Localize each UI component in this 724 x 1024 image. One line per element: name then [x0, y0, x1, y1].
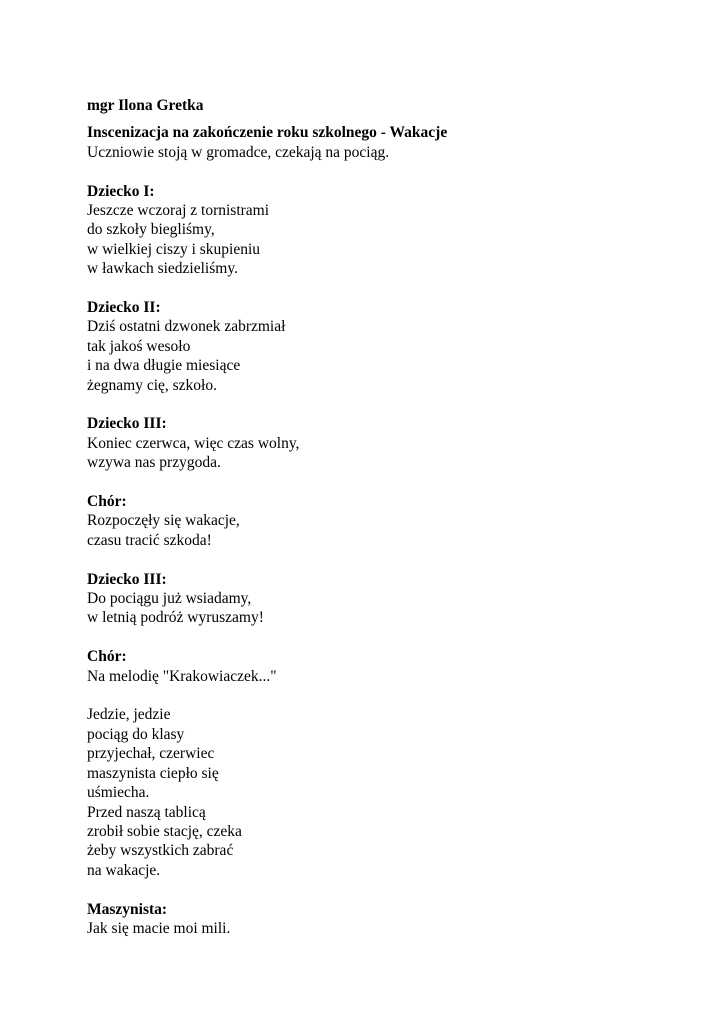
verse-line: w ławkach siedzieliśmy. [87, 260, 238, 278]
verse-line: wzywa nas przygoda. [87, 454, 221, 472]
section-dziecko-2 [87, 298, 687, 395]
verse-line: i na dwa długie miesiące [87, 357, 241, 375]
verse-line: Jeszcze wczoraj z tornistrami [87, 202, 270, 220]
speaker-label: Dziecko III: [87, 415, 167, 433]
verse-line: Na melodię "Krakowiaczek..." [87, 667, 277, 685]
song-line: pociąg do klasy [87, 725, 185, 743]
speaker-label: Chór: [87, 493, 127, 511]
speaker-label: Maszynista: [87, 900, 168, 918]
song-line: zrobił sobie stację, czeka [87, 822, 242, 840]
verse-line: tak jakoś wesoło [87, 337, 191, 355]
verse-line: w letnią podróż wyruszamy! [87, 609, 264, 627]
speaker-label: Dziecko III: [87, 570, 167, 588]
section-dziecko-1 [87, 182, 687, 279]
song-line: maszynista ciepło się [87, 764, 219, 782]
verse-line: Koniec czerwca, więc czas wolny, [87, 434, 300, 452]
verse-line: Rozpoczęły się wakacje, [87, 512, 240, 530]
verse-line: Dziś ostatni dzwonek zabrzmiał [87, 318, 286, 336]
speaker-label: Chór: [87, 648, 127, 666]
section-dziecko-3 [87, 414, 687, 472]
verse-line: Do pociągu już wsiadamy, [87, 590, 252, 608]
song-line: Jedzie, jedzie [87, 706, 171, 724]
verse-line: do szkoły biegliśmy, [87, 221, 215, 239]
document-page [87, 96, 687, 938]
song-line: uśmiecha. [87, 784, 150, 802]
song-line: na wakacje. [87, 861, 161, 879]
verse-line: w wielkiej ciszy i skupieniu [87, 240, 261, 258]
speaker-label: Dziecko I: [87, 182, 155, 200]
document-title: Inscenizacja na zakończenie roku szkolnego - Wakacje [87, 124, 448, 142]
song-line: żeby wszystkich zabrać [87, 842, 234, 860]
author-name: mgr Ilona Gretka [87, 97, 204, 114]
section-chor-1 [87, 492, 687, 550]
speaker-label: Dziecko II: [87, 299, 161, 317]
song-lyrics [87, 705, 687, 880]
song-line: przyjechał, czerwiec [87, 745, 215, 763]
verse-line: Jak się macie moi mili. [87, 919, 231, 937]
section-dziecko-3b [87, 570, 687, 628]
song-line: Przed naszą tablicą [87, 803, 206, 821]
verse-line: żegnamy cię, szkoło. [87, 376, 217, 394]
section-chor-2 [87, 647, 687, 686]
stage-direction: Uczniowie stoją w gromadce, czekają na pociąg. [87, 143, 390, 161]
verse-line: czasu tracić szkoda! [87, 531, 212, 549]
section-maszynista [87, 900, 687, 939]
